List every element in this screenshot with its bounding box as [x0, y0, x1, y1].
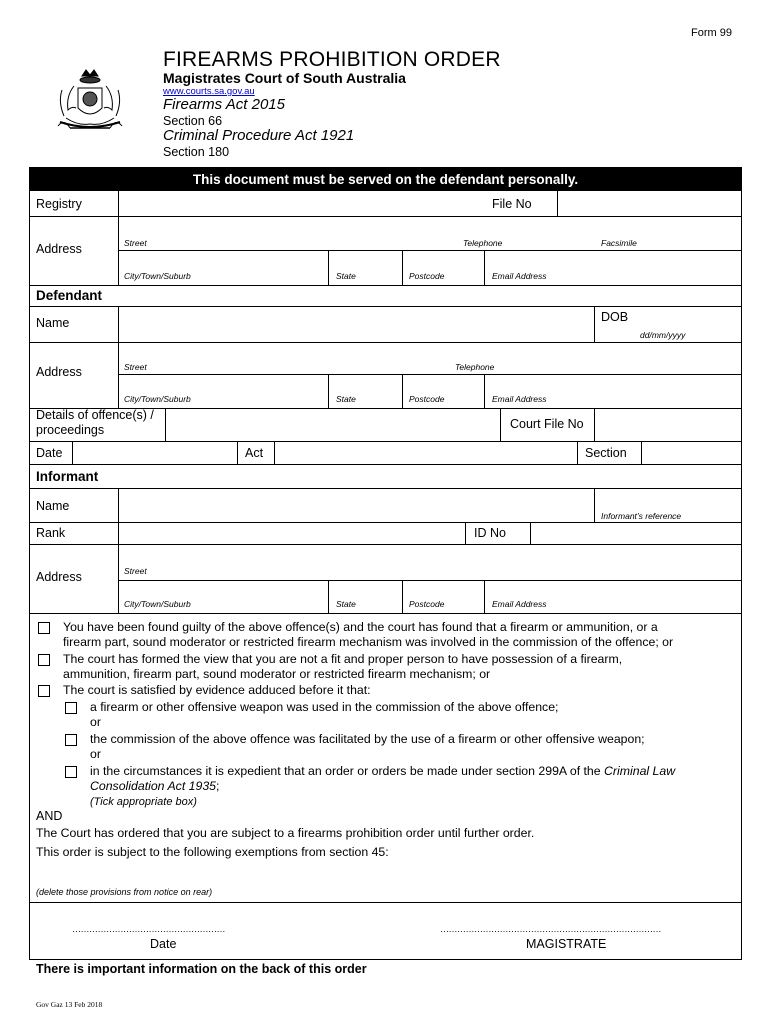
- divider: [118, 544, 119, 613]
- magistrate-signature-line[interactable]: ……………………………………………………………………: [440, 924, 661, 934]
- guilty-offence-text: [63, 620, 673, 650]
- court-state-label: State: [336, 271, 356, 281]
- form-title: FIREARMS PROHIBITION ORDER: [163, 48, 501, 71]
- expedient-order-checkbox[interactable]: [65, 766, 77, 778]
- rank-field[interactable]: [118, 522, 465, 544]
- divider: [118, 580, 741, 581]
- tick-note: (Tick appropriate box): [90, 796, 197, 808]
- court-city-label: City/Town/Suburb: [124, 271, 191, 281]
- divider: [30, 544, 741, 545]
- dob-format-hint: dd/mm/yyyy: [640, 330, 686, 340]
- file-no-label: File No: [492, 197, 532, 211]
- signature-date-label: Date: [150, 937, 177, 951]
- guilty-offence-checkbox[interactable]: [38, 622, 50, 634]
- defendant-heading: Defendant: [36, 288, 103, 303]
- or-connector: or: [90, 747, 101, 761]
- informant-state-label: State: [336, 599, 356, 609]
- consolidation-act-italic: Consolidation Act 1935: [90, 779, 217, 793]
- divider: [594, 488, 595, 522]
- divider: [30, 613, 741, 614]
- and-label: AND: [36, 809, 63, 823]
- divider: [30, 464, 741, 465]
- gazette-reference: Gov Gaz 13 Feb 2018: [36, 1000, 103, 1009]
- delete-note: (delete those provisions from notice on rear): [36, 887, 213, 897]
- weapon-used-text: a firearm or other offensive weapon was used in the commission of the above offence;: [90, 700, 559, 714]
- dob-label: DOB: [601, 310, 629, 324]
- informant-name-label: Name: [36, 499, 70, 513]
- file-no-field[interactable]: [557, 191, 741, 216]
- divider: [484, 250, 485, 285]
- date-field[interactable]: [72, 441, 237, 464]
- date-signature-line[interactable]: ………………………………………………: [72, 924, 225, 934]
- guilty-offence-line2: firearm part, sound moderator or restricted firearm mechanism was involved in the commission of the offence; or: [63, 635, 674, 649]
- expedient-order-text-start: in the circumstances it is expedient that an order or orders be made under section 299A of the: [90, 764, 605, 778]
- section-field[interactable]: [641, 441, 741, 464]
- date-label: Date: [36, 446, 63, 460]
- id-no-field[interactable]: [530, 522, 741, 544]
- informant-city-label: City/Town/Suburb: [124, 599, 191, 609]
- not-fit-person-text: [63, 652, 622, 682]
- coat-of-arms-icon: [52, 66, 128, 140]
- weapon-facilitated-text: the commission of the above offence was facilitated by the use of a firearm or other offensive weapon;: [90, 732, 645, 746]
- court-street-label: Street: [124, 238, 147, 248]
- firearms-act-section: Section 66: [163, 114, 223, 128]
- form-number: Form 99: [691, 27, 732, 39]
- divider: [465, 522, 466, 544]
- defendant-postcode-label: Postcode: [409, 394, 445, 404]
- or-connector: or: [90, 715, 101, 729]
- offence-details-field[interactable]: [165, 408, 500, 441]
- criminal-procedure-act: Criminal Procedure Act 1921: [163, 127, 355, 144]
- divider: [118, 374, 741, 375]
- act-field[interactable]: [274, 441, 577, 464]
- divider: [328, 250, 329, 285]
- evidence-checkbox[interactable]: [38, 685, 50, 697]
- guilty-offence-line1: You have been found guilty of the above offence(s) and the court has found that a firearm or ammunition, or a: [63, 620, 658, 634]
- divider: [30, 285, 741, 286]
- exemptions-text: This order is subject to the following exemptions from section 45:: [36, 845, 389, 859]
- divider: [594, 306, 595, 342]
- defendant-email-label: Email Address: [492, 394, 547, 404]
- defendant-address-label: Address: [36, 365, 82, 379]
- expedient-order-text-end: ;: [216, 779, 220, 793]
- defendant-name-field[interactable]: [118, 306, 594, 342]
- court-name: Magistrates Court of South Australia: [163, 70, 406, 86]
- defendant-city-label: City/Town/Suburb: [124, 394, 191, 404]
- court-postcode-label: Postcode: [409, 271, 445, 281]
- divider: [500, 408, 501, 441]
- divider: [402, 580, 403, 613]
- court-telephone-label: Telephone: [463, 238, 503, 248]
- defendant-name-label: Name: [36, 316, 70, 330]
- order-text: The Court has ordered that you are subject to a firearms prohibition order until further order.: [36, 826, 535, 840]
- court-file-no-field[interactable]: [594, 408, 741, 441]
- not-fit-person-checkbox[interactable]: [38, 654, 50, 666]
- informant-heading: Informant: [36, 469, 99, 484]
- divider: [402, 250, 403, 285]
- section-label: Section: [585, 446, 627, 460]
- offence-details-label: [36, 408, 154, 438]
- service-banner: This document must be served on the defendant personally.: [30, 168, 741, 191]
- divider: [577, 441, 578, 464]
- informant-address-label: Address: [36, 570, 82, 584]
- informant-postcode-label: Postcode: [409, 599, 445, 609]
- divider: [30, 216, 741, 217]
- weapon-facilitated-checkbox[interactable]: [65, 734, 77, 746]
- id-no-label: ID No: [474, 526, 506, 540]
- not-fit-person-line1: The court has formed the view that you are not a fit and proper person to have possession of a firearm,: [63, 652, 623, 666]
- divider: [30, 342, 741, 343]
- divider: [118, 342, 119, 408]
- divider: [237, 441, 238, 464]
- not-fit-person-line2: ammunition, firearm part, sound moderator or restricted firearm mechanism; or: [63, 667, 491, 681]
- court-facsimile-label: Facsimile: [601, 238, 637, 248]
- informant-email-label: Email Address: [492, 599, 547, 609]
- informant-name-field[interactable]: [118, 488, 594, 522]
- important-notice: There is important information on the back of this order: [36, 962, 367, 976]
- informant-street-label: Street: [124, 566, 147, 576]
- registry-field[interactable]: [118, 191, 484, 216]
- expedient-order-text: [90, 764, 730, 794]
- criminal-procedure-section: Section 180: [163, 145, 230, 159]
- informant-reference-label: Informant’s reference: [601, 511, 682, 521]
- court-address-label: Address: [36, 242, 82, 256]
- registry-label: Registry: [36, 197, 82, 211]
- divider: [402, 374, 403, 408]
- court-file-no-label: Court File No: [510, 417, 584, 431]
- defendant-state-label: State: [336, 394, 356, 404]
- divider: [484, 580, 485, 613]
- divider: [328, 580, 329, 613]
- weapon-used-checkbox[interactable]: [65, 702, 77, 714]
- firearms-act: Firearms Act 2015: [163, 96, 285, 113]
- rank-label: Rank: [36, 526, 66, 540]
- magistrate-label: MAGISTRATE: [526, 937, 607, 951]
- offence-details-line1: Details of offence(s) /: [36, 408, 154, 422]
- evidence-text: The court is satisfied by evidence adduced before it that:: [63, 683, 371, 697]
- court-email-label: Email Address: [492, 271, 547, 281]
- criminal-law-italic: Criminal Law: [604, 764, 676, 778]
- divider: [118, 250, 741, 251]
- defendant-street-label: Street: [124, 362, 147, 372]
- divider: [328, 374, 329, 408]
- defendant-telephone-label: Telephone: [455, 362, 495, 372]
- offence-details-line2: proceedings: [36, 423, 105, 437]
- act-label: Act: [245, 446, 264, 460]
- divider: [484, 374, 485, 408]
- divider: [30, 902, 741, 903]
- court-website-link[interactable]: www.courts.sa.gov.au: [163, 86, 255, 97]
